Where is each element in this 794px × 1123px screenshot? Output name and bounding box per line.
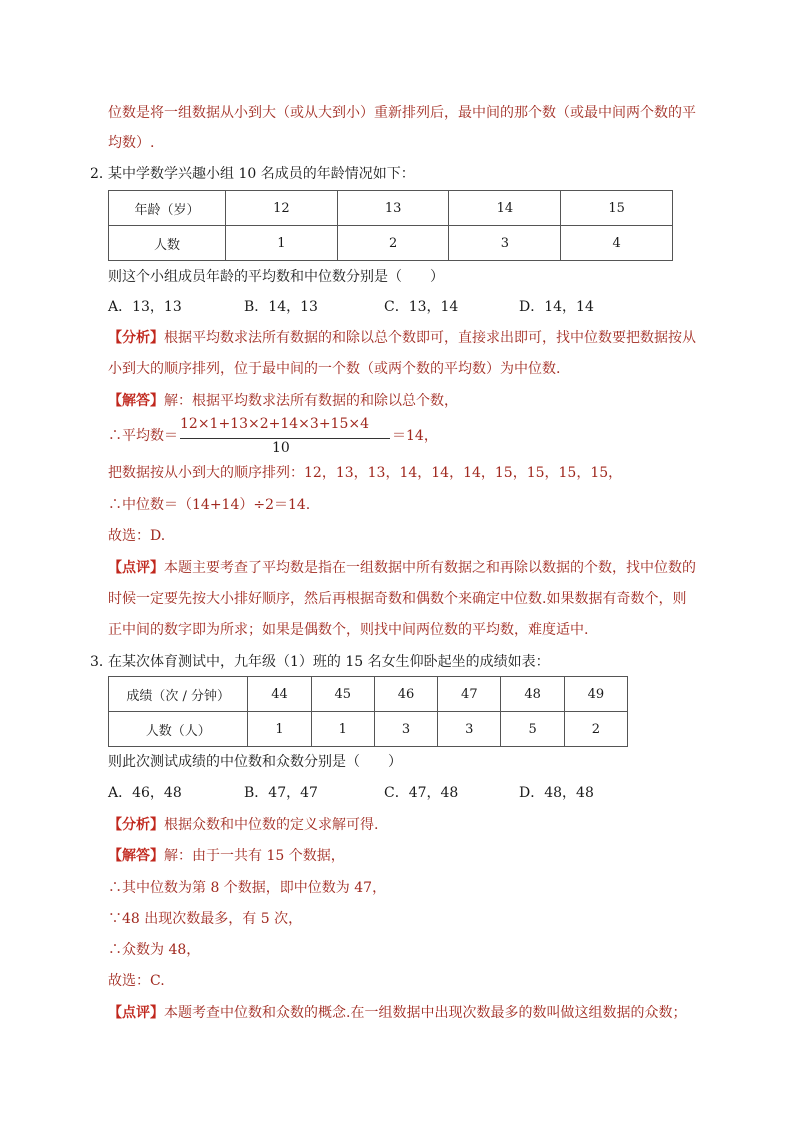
age-cell: 15 [561,191,673,226]
answer-text: 解：根据平均数求法所有数据的和除以总个数， [164,393,458,409]
fraction-bar [180,438,390,439]
comment-text: 本题主要考查了平均数是指在一组数据中所有数据之和再除以数据的个数，找中位数的 [164,560,696,576]
analysis-text: 根据众数和中位数的定义求解可得. [164,817,379,833]
comment-line-3: 正中间的数字即为所求；如果是偶数个，则找中间两位数的平均数，难度适中. [108,622,589,638]
age-table-header: 年龄（岁） [109,191,226,226]
option-d: D．48，48 [519,785,594,801]
analysis-tag: 【分析】 [108,817,164,833]
people-cell: 2 [564,712,627,747]
comment-line-2: 时候一定要先按大小排好顺序，然后再根据奇数和偶数个来确定中位数.如果数据有奇数个，则 [108,591,687,607]
answer-text: 解：由于一共有 15 个数据， [164,848,345,864]
comment-text: 本题考查中位数和众数的概念.在一组数据中出现次数最多的数叫做这组数据的众数； [164,1005,687,1021]
option-a: A．13，13 [108,299,182,315]
option-b: B．47，47 [244,785,318,801]
intro-line-1: 位数是将一组数据从小到大（或从大到小）重新排列后，最中间的那个数（或最中间两个数的平 [108,105,696,121]
comment-line-1 [108,558,696,578]
mean-prefix: ∴平均数＝ [108,428,178,444]
score-cell: 47 [438,677,501,712]
count-cell: 1 [225,226,337,261]
mean-denominator: 10 [272,440,290,456]
mean-numerator: 12×1+13×2+14×3+15×4 [180,416,369,432]
option-d: D．14，14 [519,299,594,315]
intro-line-2: 均数）. [108,135,155,151]
analysis-line-1 [108,328,696,348]
answer-tag: 【解答】 [108,848,164,864]
question-2-stem: 某中学数学兴趣小组 10 名成员的年龄情况如下： [108,166,415,182]
comment-line-1 [108,1003,686,1023]
people-cell: 5 [501,712,564,747]
sort-label: 把数据按从小到大的顺序排列： [108,465,304,481]
question-2-number: 2． [90,166,113,182]
option-c: C．13，14 [384,299,459,315]
question-3-number: 3． [90,654,113,670]
answer-line-3: ∵48 出现次数最多，有 5 次， [108,911,303,927]
answer-line-2: ∴其中位数为第 8 个数据，即中位数为 47， [108,880,387,896]
option-b: B．14，13 [244,299,318,315]
score-cell: 48 [501,677,564,712]
option-a: A．46，48 [108,785,182,801]
comment-tag: 【点评】 [108,560,164,576]
score-table-header: 成绩（次 / 分钟） [109,677,248,712]
question-3-prompt: 则此次测试成绩的中位数和众数分别是（ ） [108,754,402,770]
analysis-text: 根据平均数求法所有数据的和除以总个数即可，直接求出即可，找中位数要把数据按从 [164,330,696,346]
question-2-prompt: 则这个小组成员年龄的平均数和中位数分别是（ ） [108,269,444,285]
score-cell: 44 [248,677,311,712]
score-cell: 49 [564,677,627,712]
people-cell: 3 [374,712,437,747]
option-c: C．47，48 [384,785,459,801]
mean-fraction [180,416,395,460]
people-cell: 1 [311,712,374,747]
score-cell: 46 [374,677,437,712]
choice-line: 故选：C. [108,973,165,989]
people-table-header: 人数（人） [109,712,248,747]
sort-values: 12，13，13，14，14，14，15，15，15，15， [304,465,623,481]
age-table [108,190,673,261]
mean-result: ＝14， [392,428,438,444]
median-line: ∴中位数＝（14+14）÷2＝14. [108,497,311,513]
age-cell: 14 [449,191,561,226]
analysis-line-1 [108,815,378,835]
answer-line-1 [108,391,458,411]
answer-line-1 [108,846,345,866]
count-cell: 2 [337,226,449,261]
analysis-line-2: 小到大的顺序排列，位于最中间的一个数（或两个数的平均数）为中位数. [108,361,561,377]
count-cell: 3 [449,226,561,261]
analysis-tag: 【分析】 [108,330,164,346]
choice-line: 故选：D. [108,528,166,544]
sort-line [108,463,622,483]
count-cell: 4 [561,226,673,261]
score-cell: 45 [311,677,374,712]
count-table-header: 人数 [109,226,226,261]
answer-line-4: ∴众数为 48， [108,942,201,958]
age-cell: 12 [225,191,337,226]
people-cell: 3 [438,712,501,747]
people-cell: 1 [248,712,311,747]
comment-tag: 【点评】 [108,1005,164,1021]
answer-tag: 【解答】 [108,393,164,409]
question-3-stem: 在某次体育测试中，九年级（1）班的 15 名女生仰卧起坐的成绩如表： [108,654,550,670]
score-table [108,676,628,747]
age-cell: 13 [337,191,449,226]
